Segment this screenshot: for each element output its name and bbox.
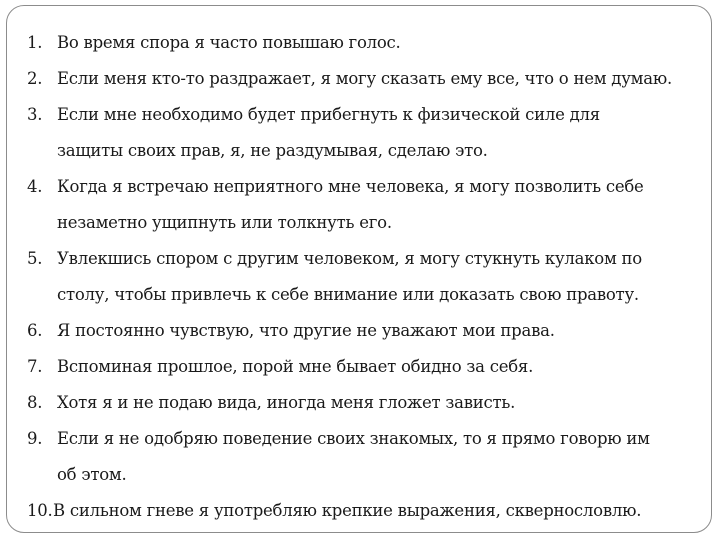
item-number: 8.	[27, 393, 43, 412]
item-text-line: Когда я встречаю неприятного мне человека, я могу позволить себе	[57, 177, 644, 196]
item-number: 1.	[27, 33, 43, 52]
list-item	[27, 421, 707, 493]
item-text-line: незаметно ущипнуть или толкнуть его.	[57, 213, 392, 232]
list-item	[27, 97, 707, 169]
item-text-line: об этом.	[57, 465, 127, 484]
item-text	[57, 241, 707, 313]
item-text	[57, 97, 707, 169]
item-text: Хотя я и не подаю вида, иногда меня гложет зависть.	[57, 393, 516, 412]
item-number: 5.	[27, 249, 43, 268]
item-number: 10.	[27, 501, 53, 520]
item-text	[57, 169, 707, 241]
list-item	[27, 313, 707, 349]
item-text-line: Если мне необходимо будет прибегнуть к физической силе для	[57, 105, 600, 124]
item-text: Вспоминая прошлое, порой мне бывает обидно за себя.	[57, 357, 534, 376]
item-text-line: столу, чтобы привлечь к себе внимание или доказать свою правоту.	[57, 285, 639, 304]
item-text: Если меня кто-то раздражает, я могу сказать ему все, что о нем думаю.	[57, 69, 672, 88]
list-item	[27, 385, 707, 421]
item-number: 6.	[27, 321, 43, 340]
content-card	[6, 5, 712, 533]
item-text-line: Увлекшись спором с другим человеком, я могу стукнуть кулаком по	[57, 249, 642, 268]
list-item	[27, 241, 707, 313]
item-text-line: Если я не одобряю поведение своих знакомых, то я прямо говорю им	[57, 429, 650, 448]
list-item	[27, 493, 707, 529]
list-item	[27, 25, 707, 61]
item-number: 2.	[27, 69, 43, 88]
list-item	[27, 61, 707, 97]
item-text: В сильном гневе я употребляю крепкие выражения, сквернословлю.	[53, 501, 642, 520]
list-item	[27, 169, 707, 241]
item-text-line: защиты своих прав, я, не раздумывая, сделаю это.	[57, 141, 488, 160]
item-text	[57, 421, 707, 493]
list-item	[27, 349, 707, 385]
item-number: 3.	[27, 105, 43, 124]
item-number: 4.	[27, 177, 43, 196]
item-text: Во время спора я часто повышаю голос.	[57, 33, 401, 52]
item-text: Я постоянно чувствую, что другие не уважают мои права.	[57, 321, 555, 340]
item-number: 9.	[27, 429, 43, 448]
item-number: 7.	[27, 357, 43, 376]
